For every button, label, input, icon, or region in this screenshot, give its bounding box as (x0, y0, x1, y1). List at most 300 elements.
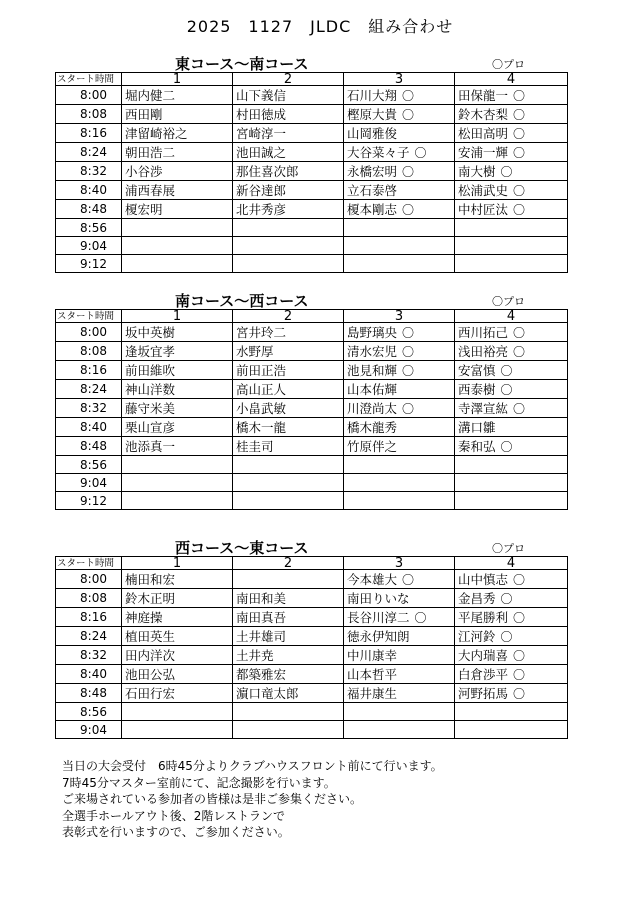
table-row (56, 684, 568, 703)
player-cell (344, 255, 455, 273)
pro-circle-icon: 〇 (402, 89, 415, 103)
player-cell (122, 162, 233, 181)
player-cell (233, 255, 344, 273)
player-cell (344, 143, 455, 162)
player-cell (122, 255, 233, 273)
player-cell (122, 418, 233, 437)
start-time-header: スタート時間 (56, 557, 122, 570)
player-cell (122, 627, 233, 646)
player-name: 山本佑輝 (347, 382, 398, 397)
player-cell (344, 105, 455, 124)
player-cell (122, 646, 233, 665)
player-name: 濵口竜太郎 (236, 686, 299, 701)
start-time: 8:48 (56, 200, 122, 219)
player-name: 鈴木杏梨 (458, 107, 509, 122)
player-name: 池見和輝 (347, 363, 398, 378)
start-time: 8:56 (56, 703, 122, 721)
player-name: 白倉渉平 (458, 667, 509, 682)
table-header-row (56, 557, 568, 570)
player-cell (344, 124, 455, 143)
start-time: 8:32 (56, 162, 122, 181)
player-cell (455, 721, 568, 739)
pro-circle-icon: 〇 (500, 165, 513, 179)
table-row (56, 665, 568, 684)
player-cell (455, 143, 568, 162)
player-cell (455, 399, 568, 418)
pro-circle-icon: 〇 (414, 611, 427, 625)
player-cell (233, 492, 344, 510)
player-cell (233, 589, 344, 608)
player-cell (233, 456, 344, 474)
player-name: 山本哲平 (347, 667, 398, 682)
player-cell (233, 143, 344, 162)
player-cell (233, 237, 344, 255)
player-cell (122, 143, 233, 162)
player-name: 河野拓馬 (458, 686, 509, 701)
pro-circle-icon: 〇 (500, 440, 513, 454)
player-name: 植田英生 (125, 629, 176, 644)
player-cell (233, 86, 344, 105)
player-cell (455, 105, 568, 124)
player-name: 安浦一輝 (458, 145, 509, 160)
start-time: 8:08 (56, 105, 122, 124)
note-line: 全選手ホールアウト後、2階レストランで (62, 808, 286, 823)
table-row (56, 721, 568, 739)
player-cell (455, 418, 568, 437)
course-title: 南コース～西コース (175, 292, 309, 310)
pro-circle-icon: 〇 (500, 383, 513, 397)
player-cell (455, 200, 568, 219)
player-name: 榎本剛志 (347, 202, 398, 217)
player-name: 溝口雛 (458, 420, 496, 435)
table-row (56, 492, 568, 510)
player-cell (344, 703, 455, 721)
player-cell (455, 86, 568, 105)
player-name: 那住喜次郎 (236, 164, 299, 179)
table-row (56, 219, 568, 237)
table-row (56, 143, 568, 162)
pro-circle-icon: 〇 (513, 326, 526, 340)
table-row (56, 646, 568, 665)
start-time: 8:24 (56, 380, 122, 399)
player-name: 桂圭司 (236, 439, 274, 454)
start-time-header: スタート時間 (56, 310, 122, 323)
start-time: 8:56 (56, 456, 122, 474)
player-cell (233, 665, 344, 684)
player-name: 小谷渉 (125, 164, 163, 179)
pairing-table (55, 72, 568, 273)
player-cell (455, 665, 568, 684)
player-cell (344, 323, 455, 342)
pro-legend: 〇プロ (492, 542, 525, 555)
start-time: 8:32 (56, 399, 122, 418)
player-cell (233, 418, 344, 437)
player-cell (233, 380, 344, 399)
player-cell (344, 646, 455, 665)
pro-circle-icon: 〇 (513, 146, 526, 160)
start-time: 8:32 (56, 646, 122, 665)
player-name: 前田正浩 (236, 363, 287, 378)
player-name: 中川康幸 (347, 648, 398, 663)
pro-circle-icon: 〇 (402, 326, 415, 340)
player-cell (455, 323, 568, 342)
start-time: 8:16 (56, 124, 122, 143)
player-cell (122, 456, 233, 474)
player-name: 山中慎志 (458, 572, 509, 587)
player-cell (122, 684, 233, 703)
player-name: 南田真吾 (236, 610, 287, 625)
player-cell (122, 608, 233, 627)
player-name: 橋木龍秀 (347, 420, 398, 435)
player-cell (455, 162, 568, 181)
table-row (56, 703, 568, 721)
player-cell (122, 181, 233, 200)
player-cell (344, 181, 455, 200)
player-name: 楠田和宏 (125, 572, 176, 587)
player-cell (122, 380, 233, 399)
player-cell (233, 124, 344, 143)
start-time: 8:00 (56, 570, 122, 589)
player-cell (122, 665, 233, 684)
table-row (56, 627, 568, 646)
player-cell (455, 437, 568, 456)
player-cell (233, 105, 344, 124)
player-cell (122, 361, 233, 380)
course-title: 西コース～東コース (175, 539, 309, 557)
start-time: 8:08 (56, 589, 122, 608)
player-name: 長谷川淳二 (347, 610, 410, 625)
player-name: 西泰樹 (458, 382, 496, 397)
player-name: 堀内健二 (125, 88, 176, 103)
player-cell (122, 124, 233, 143)
player-cell (455, 380, 568, 399)
player-cell (233, 162, 344, 181)
player-cell (233, 361, 344, 380)
player-cell (122, 474, 233, 492)
player-name: 寺澤宣紘 (458, 401, 509, 416)
note-line: 表彰式を行いますので、ご参加ください。 (62, 825, 290, 839)
player-cell (344, 492, 455, 510)
player-name: 金昌秀 (458, 591, 496, 606)
player-name: 川澄尚太 (347, 401, 398, 416)
player-cell (122, 570, 233, 589)
pro-circle-icon: 〇 (513, 108, 526, 122)
player-name: 西田剛 (125, 107, 163, 122)
player-name: 村田徳成 (236, 107, 287, 122)
player-cell (344, 399, 455, 418)
table-row (56, 181, 568, 200)
player-cell (344, 237, 455, 255)
group-number-header: 4 (455, 557, 568, 570)
player-name: 南田りいな (347, 591, 410, 606)
table-row (56, 124, 568, 143)
pro-circle-icon: 〇 (513, 345, 526, 359)
player-cell (455, 627, 568, 646)
player-name: 土井尭 (236, 648, 274, 663)
player-name: 秦和弘 (458, 439, 496, 454)
player-cell (344, 570, 455, 589)
table-row (56, 474, 568, 492)
player-name: 松浦武史 (458, 183, 509, 198)
table-row (56, 255, 568, 273)
player-name: 西川拓己 (458, 325, 509, 340)
table-row (56, 237, 568, 255)
player-name: 宮崎淳一 (236, 126, 287, 141)
table-header-row (56, 73, 568, 86)
start-time: 8:40 (56, 418, 122, 437)
player-cell (344, 589, 455, 608)
group-number-header: 4 (455, 310, 568, 323)
player-cell (233, 646, 344, 665)
pro-circle-icon: 〇 (500, 592, 513, 606)
player-cell (122, 703, 233, 721)
player-name: 田内洋次 (125, 648, 176, 663)
table-row (56, 570, 568, 589)
player-name: 南田和美 (236, 591, 287, 606)
player-name: 石川大翔 (347, 88, 398, 103)
player-name: 平尾勝利 (458, 610, 509, 625)
player-cell (122, 237, 233, 255)
start-time: 8:24 (56, 143, 122, 162)
player-cell (122, 399, 233, 418)
pro-circle-icon: 〇 (513, 184, 526, 198)
player-name: 中村匠汰 (458, 202, 509, 217)
start-time: 8:56 (56, 219, 122, 237)
note-line: 7時45分マスター室前にて、記念撮影を行います。 (62, 775, 336, 790)
player-name: 池田公弘 (125, 667, 176, 682)
start-time: 9:12 (56, 255, 122, 273)
player-cell (233, 608, 344, 627)
pro-circle-icon: 〇 (513, 611, 526, 625)
table-row (56, 342, 568, 361)
player-name: 池田誠之 (236, 145, 287, 160)
pairing-table (55, 556, 568, 739)
start-time: 9:04 (56, 721, 122, 739)
table-row (56, 323, 568, 342)
table-row (56, 361, 568, 380)
pro-circle-icon: 〇 (513, 668, 526, 682)
table-row (56, 380, 568, 399)
player-cell (344, 86, 455, 105)
player-name: 坂中英樹 (125, 325, 176, 340)
player-name: 逢坂宜孝 (125, 344, 176, 359)
pro-circle-icon: 〇 (402, 345, 415, 359)
player-cell (455, 646, 568, 665)
player-cell (455, 474, 568, 492)
pro-circle-icon: 〇 (402, 165, 415, 179)
player-cell (455, 255, 568, 273)
player-name: 神庭操 (125, 610, 163, 625)
player-cell (344, 608, 455, 627)
player-name: 島野璃央 (347, 325, 398, 340)
player-cell (233, 627, 344, 646)
note-line: ご来場されている参加者の皆様は是非ご参集ください。 (62, 792, 363, 806)
start-time: 8:24 (56, 627, 122, 646)
player-name: 榎宏明 (125, 202, 163, 217)
start-time: 8:00 (56, 323, 122, 342)
player-name: 鈴木正明 (125, 591, 176, 606)
player-name: 田保龍一 (458, 88, 509, 103)
player-cell (344, 684, 455, 703)
group-number-header: 2 (233, 557, 344, 570)
player-name: 神山洋数 (125, 382, 176, 397)
player-cell (455, 456, 568, 474)
pro-circle-icon: 〇 (513, 687, 526, 701)
pro-circle-icon: 〇 (402, 203, 415, 217)
pro-circle-icon: 〇 (500, 364, 513, 378)
player-cell (455, 361, 568, 380)
player-cell (233, 181, 344, 200)
player-name: 浦西春展 (125, 183, 176, 198)
player-name: 北井秀彦 (236, 202, 287, 217)
group-number-header: 3 (344, 310, 455, 323)
player-name: 石田行宏 (125, 686, 176, 701)
table-header-row (56, 310, 568, 323)
player-name: 山岡雅俊 (347, 126, 398, 141)
player-cell (344, 162, 455, 181)
player-cell (344, 380, 455, 399)
player-cell (455, 181, 568, 200)
player-cell (122, 86, 233, 105)
pro-legend: 〇プロ (492, 295, 525, 308)
player-cell (122, 492, 233, 510)
player-name: 水野厚 (236, 344, 274, 359)
start-time: 8:40 (56, 181, 122, 200)
player-cell (233, 703, 344, 721)
player-cell (122, 342, 233, 361)
player-name: 橋木一龍 (236, 420, 287, 435)
player-cell (344, 721, 455, 739)
pro-circle-icon: 〇 (513, 573, 526, 587)
pro-circle-icon: 〇 (513, 649, 526, 663)
start-time: 8:40 (56, 665, 122, 684)
player-name: 藤守米美 (125, 401, 176, 416)
player-cell (455, 219, 568, 237)
player-name: 南大樹 (458, 164, 496, 179)
table-row (56, 418, 568, 437)
group-number-header: 2 (233, 73, 344, 86)
course-title: 東コース～南コース (175, 55, 309, 73)
start-time: 9:04 (56, 474, 122, 492)
player-name: 竹原伴之 (347, 439, 398, 454)
start-time: 8:48 (56, 437, 122, 456)
player-cell (344, 361, 455, 380)
player-cell (233, 323, 344, 342)
player-name: 徳永伊知朗 (347, 629, 410, 644)
player-name: 永橋宏明 (347, 164, 398, 179)
start-time-header: スタート時間 (56, 73, 122, 86)
table-row (56, 589, 568, 608)
table-row (56, 608, 568, 627)
player-cell (455, 237, 568, 255)
player-cell (122, 200, 233, 219)
pro-circle-icon: 〇 (402, 108, 415, 122)
player-name: 高山正人 (236, 382, 287, 397)
start-time: 8:16 (56, 608, 122, 627)
pro-circle-icon: 〇 (513, 89, 526, 103)
player-name: 松田高明 (458, 126, 509, 141)
player-name: 土井雄司 (236, 629, 287, 644)
player-cell (455, 608, 568, 627)
player-cell (455, 124, 568, 143)
player-name: 小畠武敏 (236, 401, 287, 416)
group-number-header: 3 (344, 73, 455, 86)
pro-legend: 〇プロ (492, 58, 525, 71)
group-number-header: 4 (455, 73, 568, 86)
table-row (56, 86, 568, 105)
player-name: 新谷達郎 (236, 183, 287, 198)
pro-circle-icon: 〇 (402, 573, 415, 587)
player-cell (233, 342, 344, 361)
player-cell (455, 492, 568, 510)
player-name: 福井康生 (347, 686, 398, 701)
player-name: 大谷菜々子 (347, 145, 410, 160)
player-name: 朝田浩二 (125, 145, 176, 160)
player-cell (122, 219, 233, 237)
player-cell (455, 342, 568, 361)
player-cell (455, 570, 568, 589)
player-cell (344, 200, 455, 219)
player-name: 栗山宣彦 (125, 420, 176, 435)
player-name: 安富慎 (458, 363, 496, 378)
pro-circle-icon: 〇 (513, 203, 526, 217)
pro-circle-icon: 〇 (500, 630, 513, 644)
player-name: 樫原大貴 (347, 107, 398, 122)
player-cell (455, 703, 568, 721)
group-number-header: 1 (122, 73, 233, 86)
player-cell (233, 399, 344, 418)
table-row (56, 105, 568, 124)
group-number-header: 1 (122, 310, 233, 323)
player-name: 清水宏児 (347, 344, 398, 359)
player-name: 宮井玲二 (236, 325, 287, 340)
player-cell (122, 437, 233, 456)
player-name: 都築雅宏 (236, 667, 287, 682)
pairing-table (55, 309, 568, 510)
player-name: 今本雄大 (347, 572, 398, 587)
pro-circle-icon: 〇 (513, 127, 526, 141)
player-cell (233, 437, 344, 456)
note-line: 当日の大会受付 6時45分よりクラブハウスフロント前にて行います。 (62, 759, 443, 773)
player-cell (122, 105, 233, 124)
event-notes (62, 758, 443, 841)
start-time: 8:08 (56, 342, 122, 361)
player-cell (455, 589, 568, 608)
player-cell (344, 456, 455, 474)
table-row (56, 399, 568, 418)
player-cell (233, 684, 344, 703)
pro-circle-icon: 〇 (513, 402, 526, 416)
player-cell (344, 665, 455, 684)
player-cell (233, 200, 344, 219)
player-cell (455, 684, 568, 703)
player-name: 津留崎裕之 (125, 126, 188, 141)
start-time: 8:16 (56, 361, 122, 380)
player-cell (122, 323, 233, 342)
pro-circle-icon: 〇 (402, 402, 415, 416)
table-row (56, 200, 568, 219)
group-number-header: 2 (233, 310, 344, 323)
player-cell (344, 437, 455, 456)
start-time: 8:48 (56, 684, 122, 703)
pro-circle-icon: 〇 (414, 146, 427, 160)
player-name: 立石泰啓 (347, 183, 398, 198)
player-cell (122, 589, 233, 608)
player-name: 前田維吹 (125, 363, 176, 378)
player-name: 大内瑞喜 (458, 648, 509, 663)
group-number-header: 3 (344, 557, 455, 570)
player-cell (344, 418, 455, 437)
